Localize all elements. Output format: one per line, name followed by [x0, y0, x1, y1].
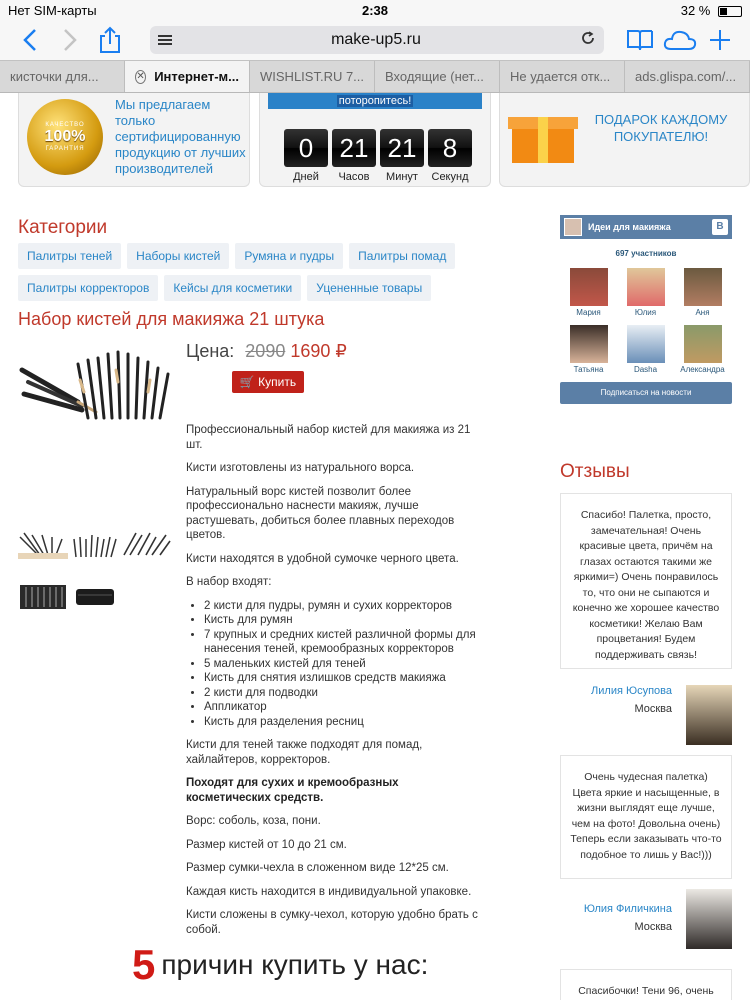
gift-box-icon: [508, 107, 578, 163]
desc-paragraph: Размер кистей от 10 до 21 см.: [186, 838, 347, 851]
review-author-info: [591, 685, 672, 715]
list-item: • Аппликатор: [204, 700, 486, 715]
quality-text: Мы предлагаем только сертифицированную продукцию от лучших производителей: [115, 97, 246, 176]
desc-paragraph: В набор входят:: [186, 576, 272, 588]
share-icon[interactable]: [90, 20, 130, 60]
list-item: • 5 маленьких кистей для теней: [204, 657, 486, 672]
timer-minutes: [380, 129, 424, 183]
promo-banner: [268, 93, 482, 109]
desc-paragraph: Кисти для теней также подходят для помад, хайлайтеров, корректоров.: [186, 739, 423, 766]
reviews-title: Отзывы: [560, 461, 630, 482]
desc-paragraph: Кисти сложены в сумку-чехол, которую удобно брать с собой.: [186, 909, 478, 936]
vk-members-grid: [560, 268, 732, 382]
tab-3[interactable]: [250, 61, 375, 92]
desc-paragraph: Натуральный ворс кистей позволит более профессионально наснести макияж, лучше растушевать, добиться более плавных переходов цветов.: [186, 485, 455, 541]
avatar: [627, 325, 665, 363]
desc-paragraph: Кисти находятся в удобной сумочке черного цвета.: [186, 552, 459, 565]
vk-member-name: Александра: [680, 365, 725, 374]
avatar: [686, 889, 732, 949]
tab-6[interactable]: [625, 61, 750, 92]
product-thumb-5[interactable]: [70, 581, 120, 611]
product-thumb-1[interactable]: [18, 529, 68, 559]
gift-feature: [499, 93, 750, 187]
buy-button[interactable]: [232, 371, 304, 393]
avatar: [627, 268, 665, 306]
page-content: [0, 93, 750, 1000]
timer-label: Часов: [338, 171, 370, 183]
reasons-text: причин купить у нас:: [161, 949, 429, 980]
price-label: Цена:: [186, 341, 235, 361]
tab-label: кисточки для...: [10, 69, 99, 84]
avatar: [686, 685, 732, 745]
new-tab-icon[interactable]: [700, 20, 740, 60]
vk-member[interactable]: [560, 268, 617, 317]
vk-member-name: Юлия: [634, 308, 657, 317]
tab-label: WISHLIST.RU 7...: [260, 69, 365, 84]
list-item: • Кисть для разделения ресниц: [204, 715, 486, 730]
review-card: Спасибо! Палетка, просто, замечательная! Очень красивые цвета, причём на глазах остаются такими же яркими=) Очень понравилось то, что они не сыпаются и конечно же хорошее качество косметики! Желаю Вам процветания! Будем поддерживать связь!: [560, 493, 732, 669]
review-author-name[interactable]: Лилия Юсупова: [591, 685, 672, 697]
close-tab-icon[interactable]: ✕: [136, 70, 145, 82]
category-link[interactable]: Уцененные товары: [307, 275, 431, 301]
avatar: [570, 325, 608, 363]
tab-4[interactable]: [375, 61, 500, 92]
vk-member-name: Dasha: [633, 365, 658, 374]
reader-icon[interactable]: [158, 35, 172, 45]
timer-label: Минут: [386, 171, 418, 183]
countdown-feature: [259, 93, 491, 187]
desc-paragraph: Походят для сухих и кремообразных косметических средств.: [186, 777, 399, 804]
vk-logo-icon: В: [712, 219, 728, 235]
vk-subscribe-button[interactable]: Подписаться на новости: [560, 382, 732, 404]
category-link[interactable]: Румяна и пудры: [235, 243, 343, 269]
product-description: [186, 423, 486, 946]
vk-header[interactable]: [560, 215, 732, 239]
list-item: • Кисть для снятия излишков средств макияжа: [204, 671, 486, 686]
review-card: Очень чудесная палетка) Цвета яркие и насыщенные, в жизни выглядят еще лучше, чем на фото! Довольна очень) Теперь если заказывать что-то подобное то лишь у Вас!))): [560, 755, 732, 879]
seal-top-text: КАЧЕСТВО: [45, 122, 85, 128]
vk-group-avatar: [564, 218, 582, 236]
product-thumb-3[interactable]: [122, 529, 172, 559]
vk-member-name: Аня: [695, 308, 710, 317]
category-list: [18, 243, 548, 307]
icloud-tabs-icon[interactable]: [660, 20, 700, 60]
list-item: • 7 крупных и средних кистей различной формы для нанесения теней, кремообразных корректоров: [204, 628, 486, 657]
battery-percent: 32 %: [680, 2, 711, 18]
timer-label: Секунд: [431, 171, 469, 183]
review-author-info: [584, 903, 672, 933]
tab-5[interactable]: [500, 61, 625, 92]
clock: 2:38: [361, 2, 389, 18]
battery-icon: [718, 6, 742, 17]
forward-icon[interactable]: [50, 20, 90, 60]
desc-paragraph: Кисти изготовлены из натурального ворса.: [186, 462, 415, 474]
price-block: [186, 341, 347, 362]
list-item: • Кисть для румян: [204, 613, 486, 628]
browser-toolbar: [0, 20, 750, 60]
reasons-number: 5: [132, 941, 156, 988]
review-author-city: Москва: [634, 921, 672, 933]
bookmarks-icon[interactable]: [620, 20, 660, 60]
timer-digit: 21: [332, 129, 376, 167]
desc-paragraph: Размер сумки-чехла в сложенном виде 12*25 см.: [186, 862, 449, 874]
avatar: [570, 268, 608, 306]
seal-percent: 100%: [44, 128, 86, 145]
vk-member-name: Татьяна: [573, 365, 604, 374]
old-price: 2090: [245, 341, 286, 361]
reload-icon[interactable]: [580, 30, 596, 51]
vk-group-name[interactable]: Идеи для макияжа: [588, 222, 671, 232]
product-title: Набор кистей для макияжа 21 штука: [18, 309, 325, 329]
vk-member[interactable]: [674, 325, 731, 374]
gift-text: ПОДАРОК КАЖДОМУ ПОКУПАТЕЛЮ!: [594, 112, 728, 144]
back-icon[interactable]: [10, 20, 50, 60]
url-text[interactable]: make-up5.ru: [331, 31, 421, 48]
desc-paragraph: Ворс: соболь, коза, пони.: [186, 815, 321, 827]
tab-label: Интернет-м...: [154, 69, 239, 84]
countdown-timer: [284, 129, 476, 183]
vk-member[interactable]: [617, 268, 674, 317]
review-card: Спасибочки! Тени 96, очень: [560, 969, 732, 1000]
tab-2-active[interactable]: [125, 61, 250, 92]
carrier: Нет SIM-карты: [8, 2, 97, 18]
address-bar[interactable]: [150, 26, 604, 54]
list-item: • 2 кисти для подводки: [204, 686, 486, 701]
vk-member[interactable]: [560, 325, 617, 374]
list-item: • 2 кисти для пудры, румян и сухих корректоров: [204, 599, 486, 614]
seal-bottom-text: ГАРАНТИЯ: [45, 146, 85, 152]
cart-icon: 🛒: [239, 375, 255, 389]
timer-digit: 8: [428, 129, 472, 167]
product-thumb-2[interactable]: [70, 529, 120, 559]
category-link[interactable]: Наборы кистей: [127, 243, 229, 269]
category-link[interactable]: Кейсы для косметики: [164, 275, 301, 301]
category-link[interactable]: Палитры помад: [349, 243, 455, 269]
timer-digit: 0: [284, 129, 328, 167]
category-link[interactable]: Палитры корректоров: [18, 275, 158, 301]
quality-feature: [18, 93, 250, 187]
vk-members-count: 697 участников: [615, 249, 677, 258]
avatar: [684, 268, 722, 306]
desc-paragraph: Профессиональный набор кистей для макияжа из 21 шт.: [186, 424, 471, 451]
review-author-name[interactable]: Юлия Филичкина: [583, 903, 672, 915]
timer-label: Дней: [293, 171, 319, 183]
vk-member[interactable]: [617, 325, 674, 374]
vk-widget: [560, 215, 732, 404]
kit-contents-list: [204, 599, 486, 730]
timer-days: [284, 129, 328, 183]
timer-seconds: [428, 129, 472, 183]
vk-member-name: Мария: [576, 308, 601, 317]
new-price: 1690 ₽: [290, 341, 347, 361]
tab-label: Не удается отк...: [510, 69, 611, 84]
tab-label: Входящие (нет...: [385, 69, 484, 84]
promo-banner-text: поторопитесь!: [338, 95, 412, 107]
category-link[interactable]: Палитры теней: [18, 243, 121, 269]
timer-digit: 21: [380, 129, 424, 167]
tab-label: ads.glispa.com/...: [635, 69, 737, 84]
desc-paragraph: Каждая кисть находится в индивидуальной упаковке.: [186, 885, 472, 898]
quality-seal-icon: [27, 99, 103, 175]
timer-hours: [332, 129, 376, 183]
status-bar: [0, 0, 750, 20]
review-author-city: Москва: [634, 703, 672, 715]
avatar: [684, 325, 722, 363]
product-thumb-4[interactable]: [18, 581, 68, 611]
tab-bar: [0, 60, 750, 93]
reasons-heading: [132, 941, 428, 989]
tab-1[interactable]: [0, 61, 125, 92]
buy-button-label: Купить: [258, 375, 297, 389]
categories-title: Категории: [18, 217, 108, 238]
product-main-image[interactable]: [18, 340, 172, 422]
vk-member[interactable]: [674, 268, 731, 317]
